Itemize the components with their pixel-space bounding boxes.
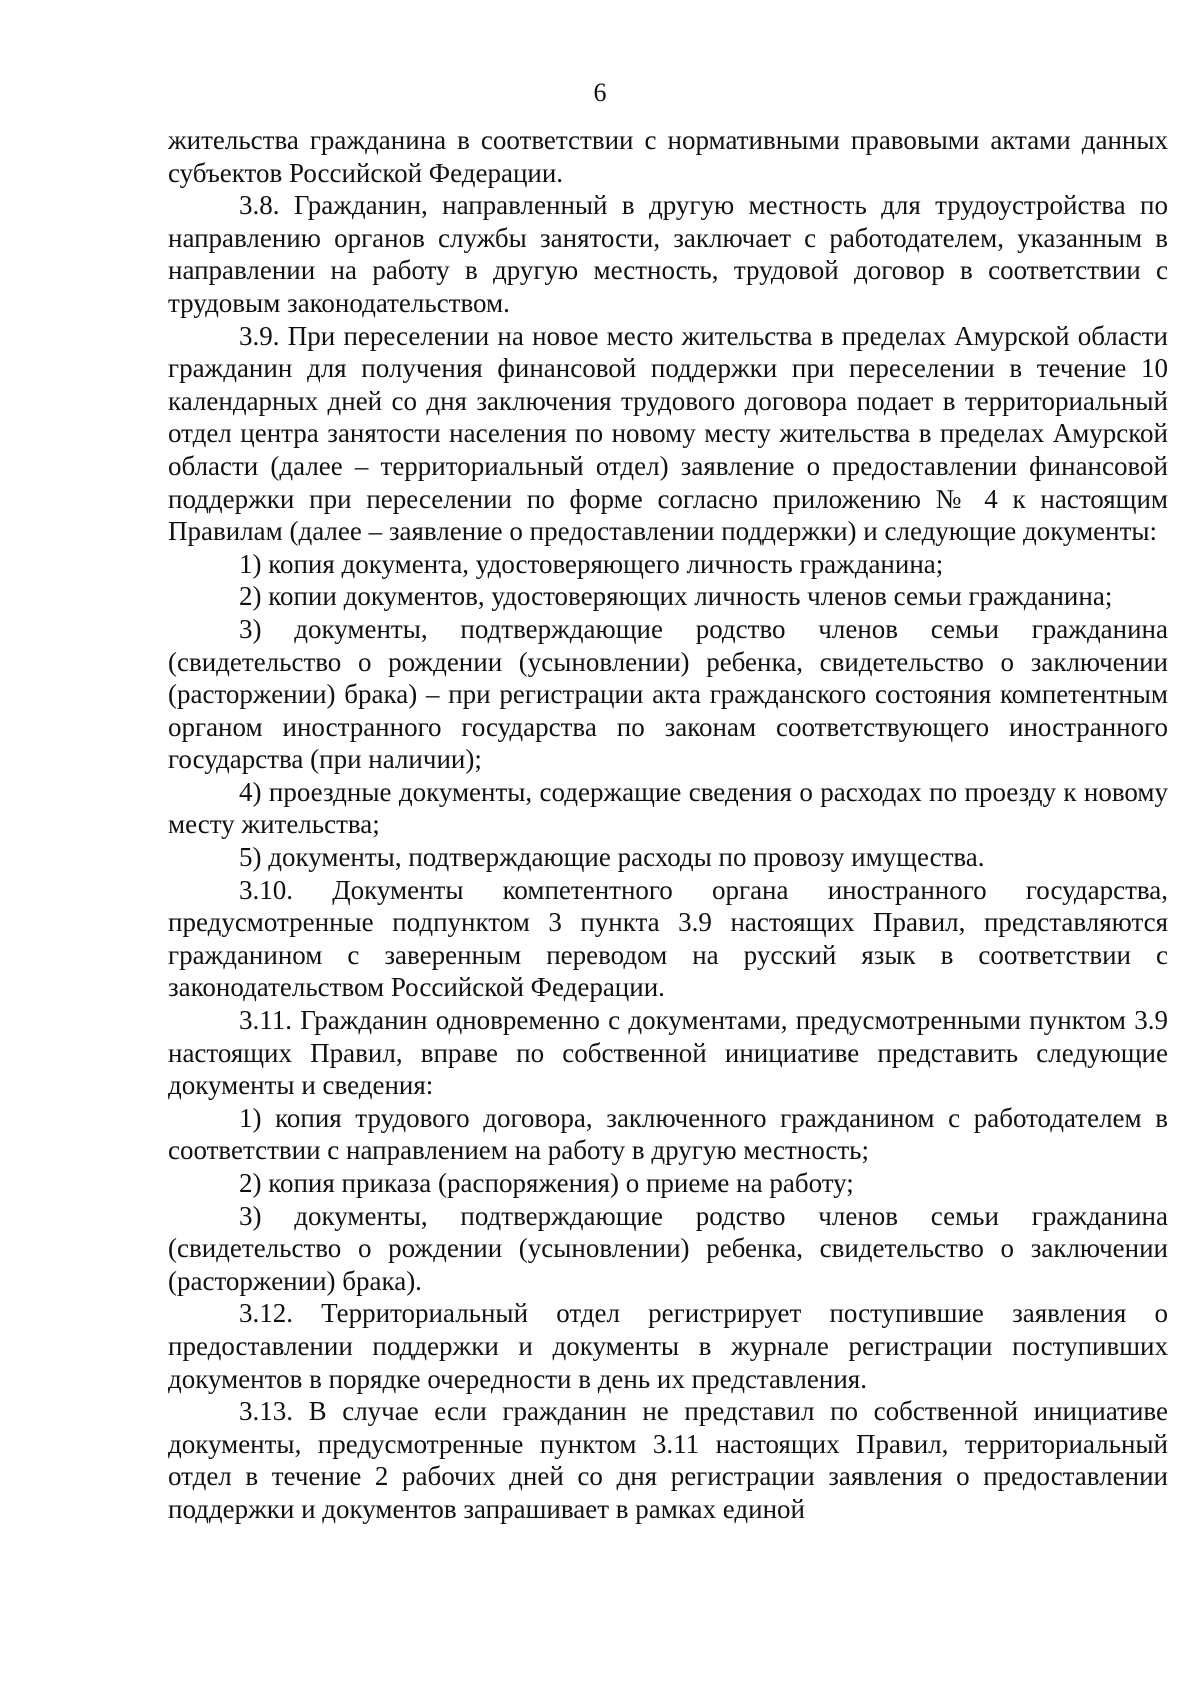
paragraph-3-10: 3.10. Документы компетентного органа иностранного государства, предусмотренные подпунктом 3 пункта 3.9 настоящих Правил, представляются гражданином с заверенным переводом на русский язык в соответствии с законодательством Российской Федерации. [168, 874, 1168, 1003]
list-item-3-9-3: 3) документы, подтверждающие родство членов семьи гражданина (свидетельство о рождении (усыновлении) ребенка, свидетельство о заключении (расторжении) брака) – при регистрации акта гражданского состояния компетентным органом иностранного государства по законам соответствующего иностранного государства (при наличии); [168, 613, 1168, 775]
paragraph-3-13: 3.13. В случае если гражданин не представил по собственной инициативе документы, предусмотренные пунктом 3.11 настоящих Правил, территориальный отдел в течение 2 рабочих дней со дня регистрации заявления о предоставлении поддержки и документов запрашивает в рамках единой [168, 1396, 1168, 1524]
paragraph-3-11: 3.11. Гражданин одновременно с документами, предусмотренными пунктом 3.9 настоящих Правил, вправе по собственной инициативе представить следующие документы и сведения: [168, 1005, 1168, 1101]
list-item-3-9-2: 2) копии документов, удостоверяющих личность членов семьи гражданина; [239, 581, 1113, 612]
list-item-3-9-4: 4) проездные документы, содержащие сведения о расходах по проезду к новому месту жительства; [168, 776, 1168, 840]
paragraph-3-12: 3.12. Территориальный отдел регистрирует поступившие заявления о предоставлении поддержки и документы в журнале регистрации поступивших документов в порядке очередности в день их представления. [168, 1298, 1168, 1394]
list-item-3-11-3: 3) документы, подтверждающие родство членов семьи гражданина (свидетельство о рождении (усыновлении) ребенка, свидетельство о заключении (расторжении) брака). [168, 1200, 1168, 1296]
list-item-3-11-2: 2) копия приказа (распоряжения) о приеме на работу; [239, 1168, 854, 1198]
list-item-3-11-1: 1) копия трудового договора, заключенного гражданином с работодателем в соответствии с направлением на работу в другую местность; [168, 1102, 1168, 1166]
document-body [168, 124, 1168, 1526]
list-item-3-9-5: 5) документы, подтверждающие расходы по провозу имущества. [239, 842, 985, 873]
list-item-3-9-1: 1) копия документа, удостоверяющего личность гражданина; [239, 548, 944, 579]
page-number: 6 [593, 78, 607, 107]
paragraph-3-8: 3.8. Гражданин, направленный в другую местность для трудоустройства по направлению органов службы занятости, заключает с работодателем, указанным в направлении на работу в другую местность, трудовой договор в соответствии с трудовым законодательством. [168, 190, 1168, 318]
paragraph-3-9: 3.9. При переселении на новое место жительства в пределах Амурской области гражданин для получения финансовой поддержки при переселении в течение 10 календарных дней со дня заключения трудового договора подает в территориальный отдел центра занятости населения по новому месту жительства в пределах Амурской области (далее – территориальный отдел) заявление о предоставлении финансовой поддержки при переселении по форме согласно приложению № 4 к настоящим Правилам (далее – заявление о предоставлении поддержки) и следующие документы: [168, 320, 1168, 547]
paragraph-continuation: жительства гражданина в соответствии с нормативными правовыми актами данных субъектов Российской Федерации. [168, 125, 1168, 188]
